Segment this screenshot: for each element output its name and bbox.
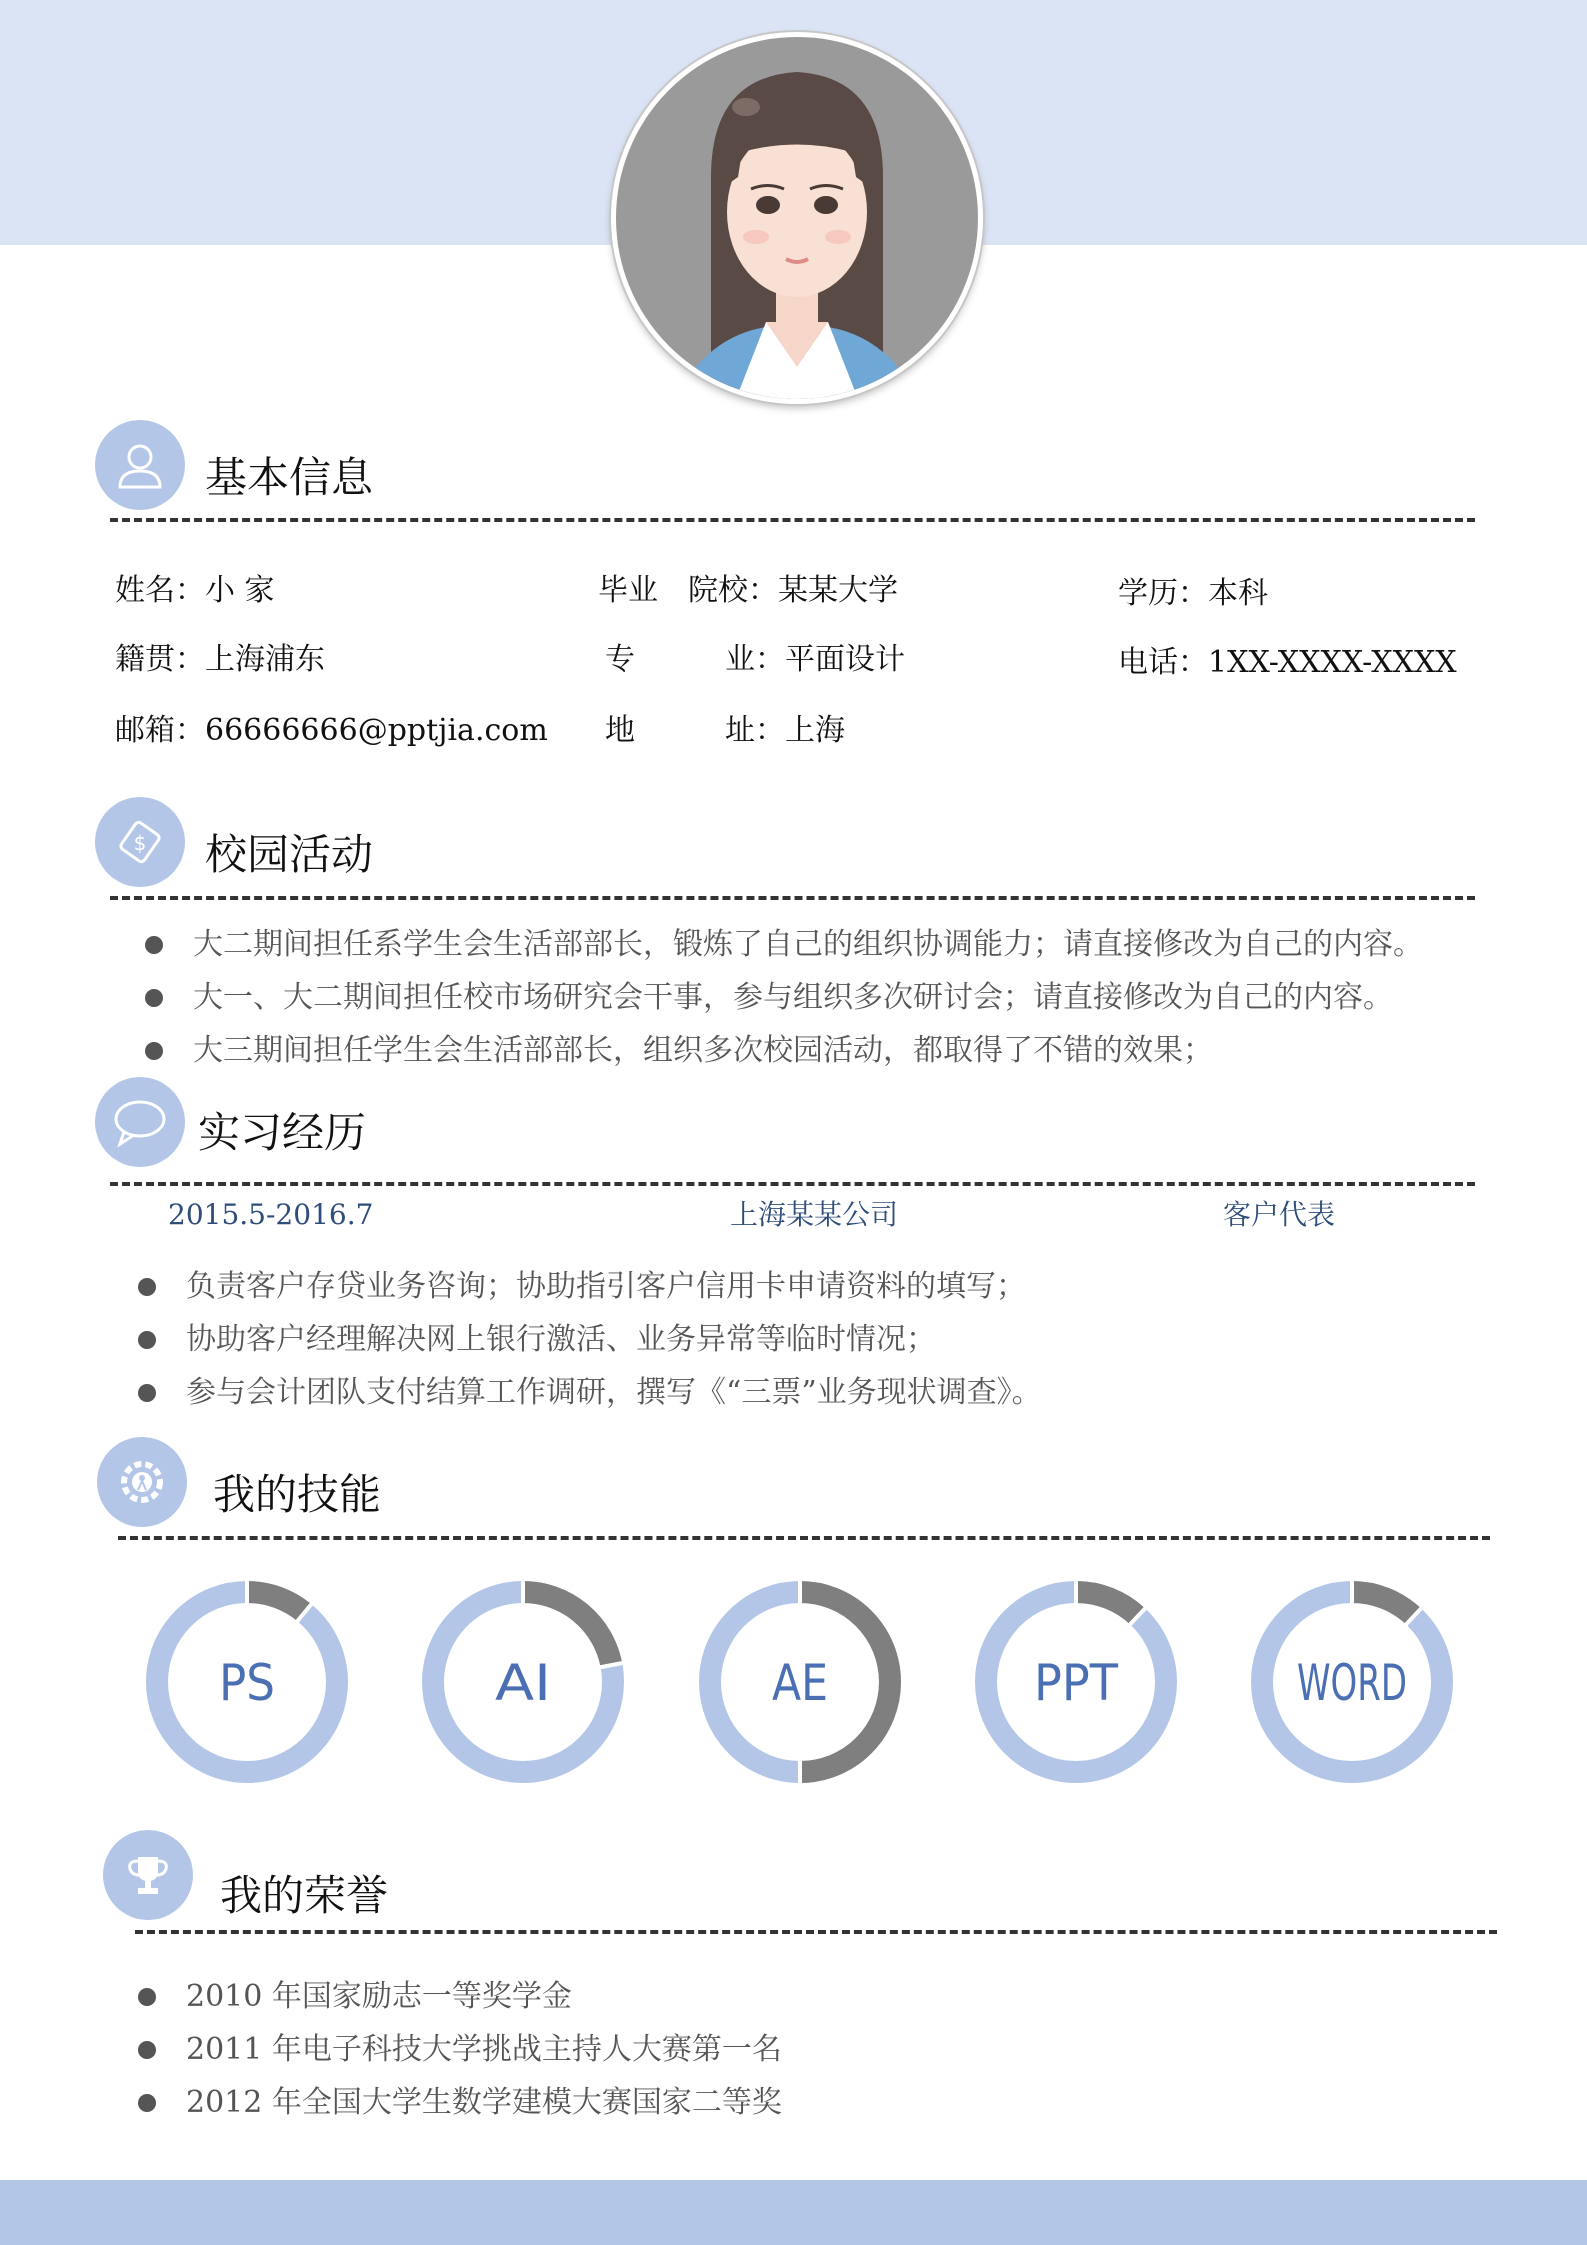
- skills-rings: [0, 1560, 1587, 1820]
- info-degree: [1118, 568, 1268, 612]
- info-name: [115, 565, 275, 609]
- info-label: 邮箱：: [115, 713, 205, 748]
- info-label: 籍贯：: [115, 642, 205, 677]
- info-phone: [1118, 637, 1457, 681]
- footer-band: [0, 2180, 1587, 2245]
- list-item: 2011 年电子科技大学挑战主持人大赛第一名: [138, 2023, 782, 2076]
- info-value: 平面设计: [785, 642, 905, 677]
- list-item: 2012 年全国大学生数学建模大赛国家二等奖: [138, 2076, 782, 2129]
- info-label: 毕业 院校：: [598, 573, 778, 608]
- info-school: [598, 565, 898, 609]
- internship-period: 2015.5-2016.7: [168, 1198, 374, 1231]
- info-value: 上海浦东: [205, 642, 325, 677]
- divider: [110, 518, 1475, 522]
- skill-ring-arc: [1352, 1592, 1414, 1616]
- info-label: 学历：: [1118, 576, 1208, 611]
- activity-icon: [95, 797, 185, 887]
- divider: [110, 896, 1475, 900]
- info-value: 小 家: [205, 573, 275, 608]
- honors-list: [138, 1970, 782, 2129]
- info-major: [605, 634, 905, 678]
- list-item: 大三期间担任学生会生活部部长，组织多次校园活动，都取得了不错的效果；: [145, 1024, 1423, 1077]
- divider: [118, 1536, 1490, 1540]
- list-item: 协助客户经理解决网上银行激活、业务异常等临时情况；: [138, 1313, 1042, 1366]
- section-title-honors: 我的荣誉: [220, 1871, 389, 1920]
- skill-ring-ps: [157, 1580, 337, 1772]
- chat-bubble-icon: [95, 1077, 185, 1167]
- skill-ring-arc: [1076, 1592, 1138, 1616]
- skill-label: AE: [772, 1654, 828, 1712]
- skill-ring-ai: [433, 1580, 623, 1772]
- internship-role: 客户代表: [1223, 1198, 1336, 1231]
- gear-icon: [97, 1437, 187, 1527]
- info-address: [605, 705, 845, 749]
- section-title-basic-info: 基本信息: [205, 453, 374, 502]
- list-item: 大一、大二期间担任校市场研究会干事，参与组织多次研讨会；请直接修改为自己的内容。: [145, 971, 1423, 1024]
- divider: [135, 1930, 1497, 1934]
- skill-ring-arc: [247, 1592, 304, 1613]
- info-label: 地 址：: [605, 713, 785, 748]
- list-item: 大二期间担任系学生会生活部部长，锻炼了自己的组织协调能力；请直接修改为自己的内容。: [145, 918, 1423, 971]
- info-value: 本科: [1208, 576, 1268, 611]
- section-title-campus: 校园活动: [205, 830, 374, 879]
- svg-text:$: $: [133, 831, 147, 855]
- skill-label: AI: [495, 1654, 551, 1712]
- info-email: [115, 705, 548, 749]
- info-value: 上海: [785, 713, 845, 748]
- list-item: 负责客户存贷业务咨询；协助指引客户信用卡申请资料的填写；: [138, 1260, 1042, 1313]
- info-value: 66666666@pptjia.com: [205, 713, 548, 748]
- internship-company: 上海某某公司: [730, 1198, 899, 1231]
- skill-label: WORD: [1297, 1654, 1407, 1712]
- internship-list: [138, 1260, 1042, 1419]
- divider: [110, 1182, 1475, 1186]
- user-icon: [95, 420, 185, 510]
- info-value: 1XX-XXXX-XXXX: [1208, 645, 1457, 680]
- info-origin: [115, 634, 325, 678]
- section-title-skills: 我的技能: [213, 1470, 382, 1519]
- avatar: [611, 32, 983, 404]
- skill-label: PPT: [1034, 1654, 1119, 1712]
- section-title-internship: 实习经历: [198, 1108, 367, 1157]
- skill-ring-word: [1262, 1580, 1442, 1772]
- info-label: 电话：: [1118, 645, 1208, 680]
- info-label: 专 业：: [605, 642, 785, 677]
- info-label: 姓名：: [115, 573, 205, 608]
- list-item: 参与会计团队支付结算工作调研，撰写《“三票”业务现状调查》。: [138, 1366, 1042, 1419]
- info-value: 某某大学: [778, 573, 898, 608]
- skill-label: PS: [219, 1654, 275, 1712]
- skill-ring-ppt: [986, 1580, 1166, 1772]
- trophy-icon: [103, 1830, 193, 1920]
- skill-ring-ae: [710, 1580, 890, 1784]
- campus-list: [145, 918, 1423, 1077]
- list-item: 2010 年国家励志一等奖学金: [138, 1970, 782, 2023]
